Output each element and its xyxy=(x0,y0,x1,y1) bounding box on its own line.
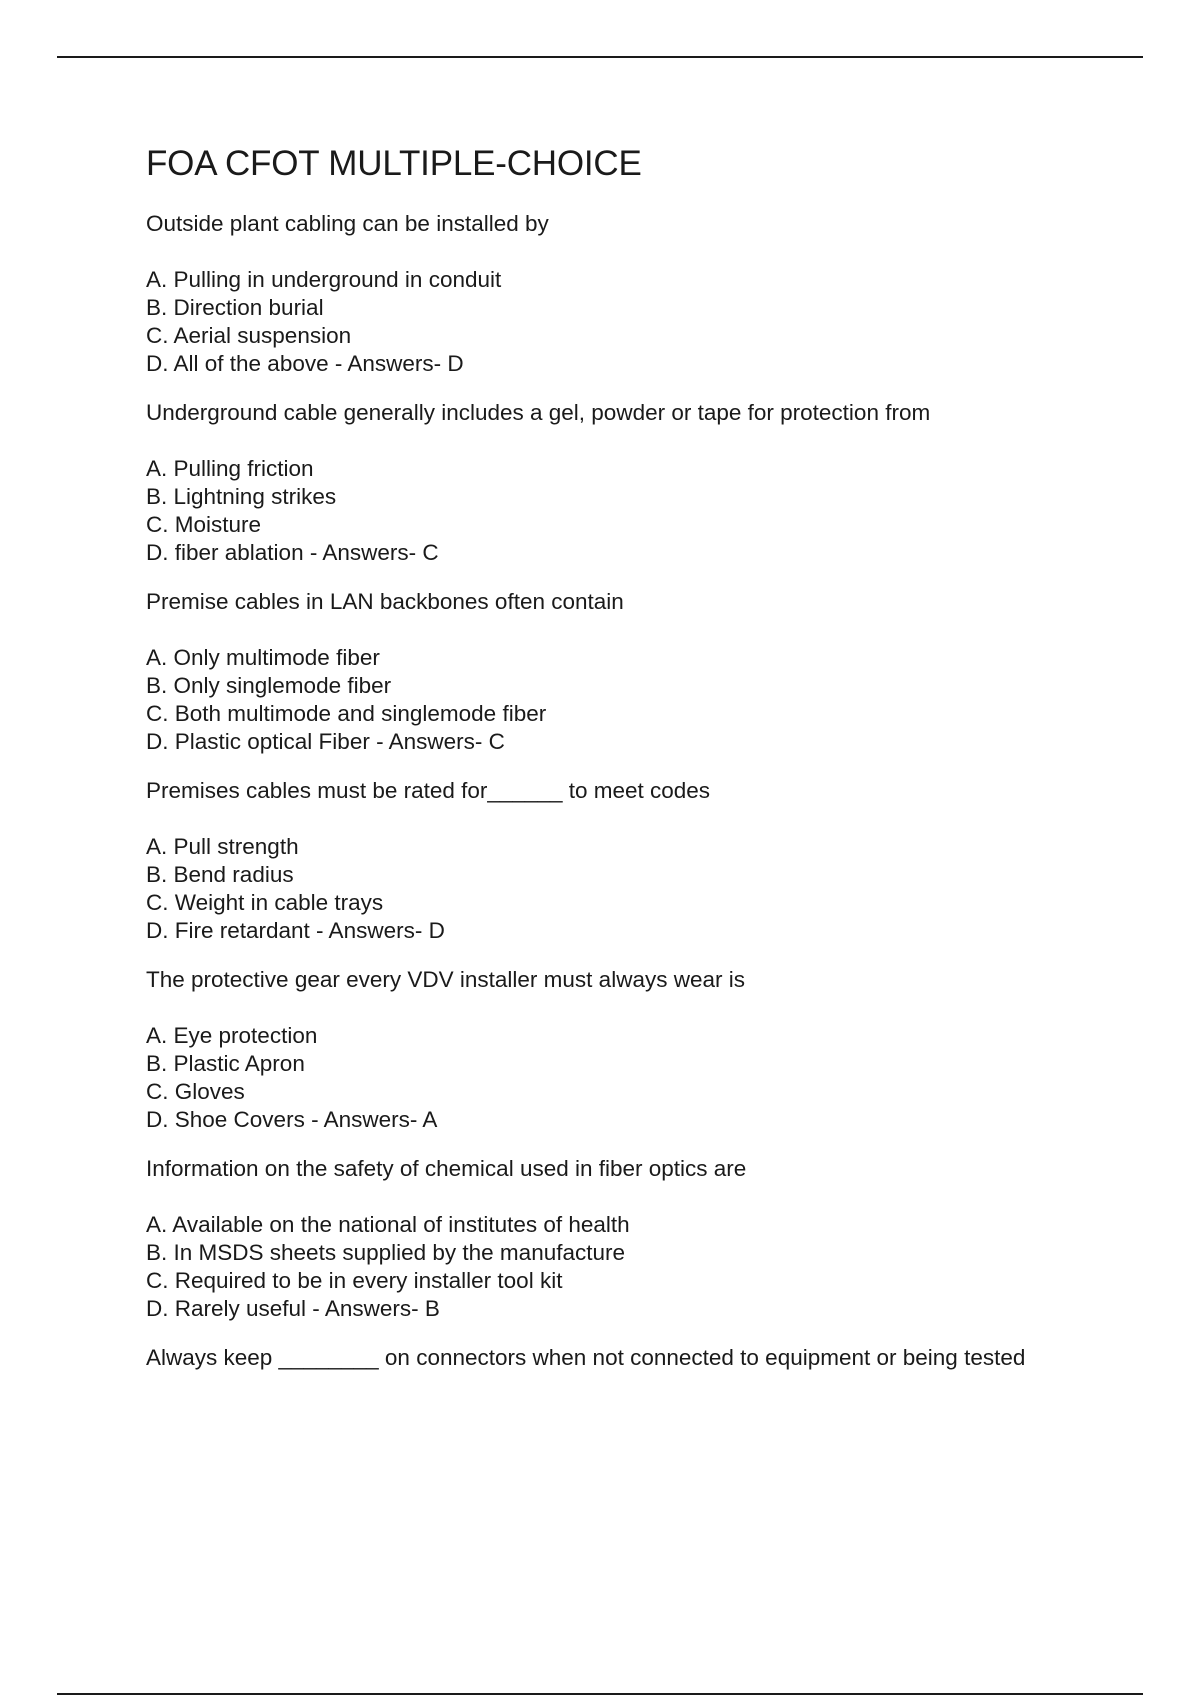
question-text: Always keep ________ on connectors when not connected to equipment or being tested xyxy=(146,1345,1026,1370)
answer-option: B. Direction burial xyxy=(146,295,324,320)
answer-option: D. Shoe Covers - Answers- A xyxy=(146,1107,438,1132)
document-title: FOA CFOT MULTIPLE-CHOICE xyxy=(146,144,642,183)
answer-options xyxy=(146,266,1046,378)
question-list xyxy=(146,210,1046,1372)
question-text: Premises cables must be rated for______ to meet codes xyxy=(146,778,711,803)
answer-option: B. Plastic Apron xyxy=(146,1051,305,1076)
answer-option: A. Pulling in underground in conduit xyxy=(146,267,502,292)
question-text: Information on the safety of chemical used in fiber optics are xyxy=(146,1156,747,1181)
question-text: Outside plant cabling can be installed by xyxy=(146,211,549,236)
answer-option: A. Available on the national of institutes of health xyxy=(146,1212,630,1237)
answer-option: C. Moisture xyxy=(146,512,262,537)
question-text: Underground cable generally includes a gel, powder or tape for protection from xyxy=(146,400,931,425)
question-item xyxy=(146,1344,1046,1372)
question-text: The protective gear every VDV installer must always wear is xyxy=(146,967,745,992)
answer-option: B. Lightning strikes xyxy=(146,484,337,509)
footer-rule xyxy=(57,1693,1143,1695)
document-body xyxy=(146,142,1046,1400)
question-item xyxy=(146,1155,1046,1323)
answer-option: B. In MSDS sheets supplied by the manufacture xyxy=(146,1240,626,1265)
question-item xyxy=(146,966,1046,1134)
answer-option: C. Both multimode and singlemode fiber xyxy=(146,701,547,726)
answer-option: D. Rarely useful - Answers- B xyxy=(146,1296,440,1321)
answer-option: D. All of the above - Answers- D xyxy=(146,351,464,376)
answer-option: C. Weight in cable trays xyxy=(146,890,384,915)
answer-option: B. Bend radius xyxy=(146,862,294,887)
answer-option: C. Gloves xyxy=(146,1079,245,1104)
answer-option: A. Eye protection xyxy=(146,1023,318,1048)
answer-option: C. Aerial suspension xyxy=(146,323,352,348)
answer-option: A. Pull strength xyxy=(146,834,299,859)
answer-option: D. Plastic optical Fiber - Answers- C xyxy=(146,729,505,754)
question-item xyxy=(146,399,1046,567)
answer-option: A. Pulling friction xyxy=(146,456,314,481)
answer-options xyxy=(146,1211,1046,1323)
answer-option: D. Fire retardant - Answers- D xyxy=(146,918,445,943)
answer-options xyxy=(146,1022,1046,1134)
answer-option: C. Required to be in every installer tool kit xyxy=(146,1268,563,1293)
question-item xyxy=(146,210,1046,378)
answer-options xyxy=(146,833,1046,945)
answer-option: A. Only multimode fiber xyxy=(146,645,380,670)
question-text: Premise cables in LAN backbones often contain xyxy=(146,589,624,614)
answer-option: B. Only singlemode fiber xyxy=(146,673,392,698)
header-rule xyxy=(57,56,1143,58)
answer-option: D. fiber ablation - Answers- C xyxy=(146,540,439,565)
question-item xyxy=(146,588,1046,756)
question-item xyxy=(146,777,1046,945)
answer-options xyxy=(146,644,1046,756)
answer-options xyxy=(146,455,1046,567)
